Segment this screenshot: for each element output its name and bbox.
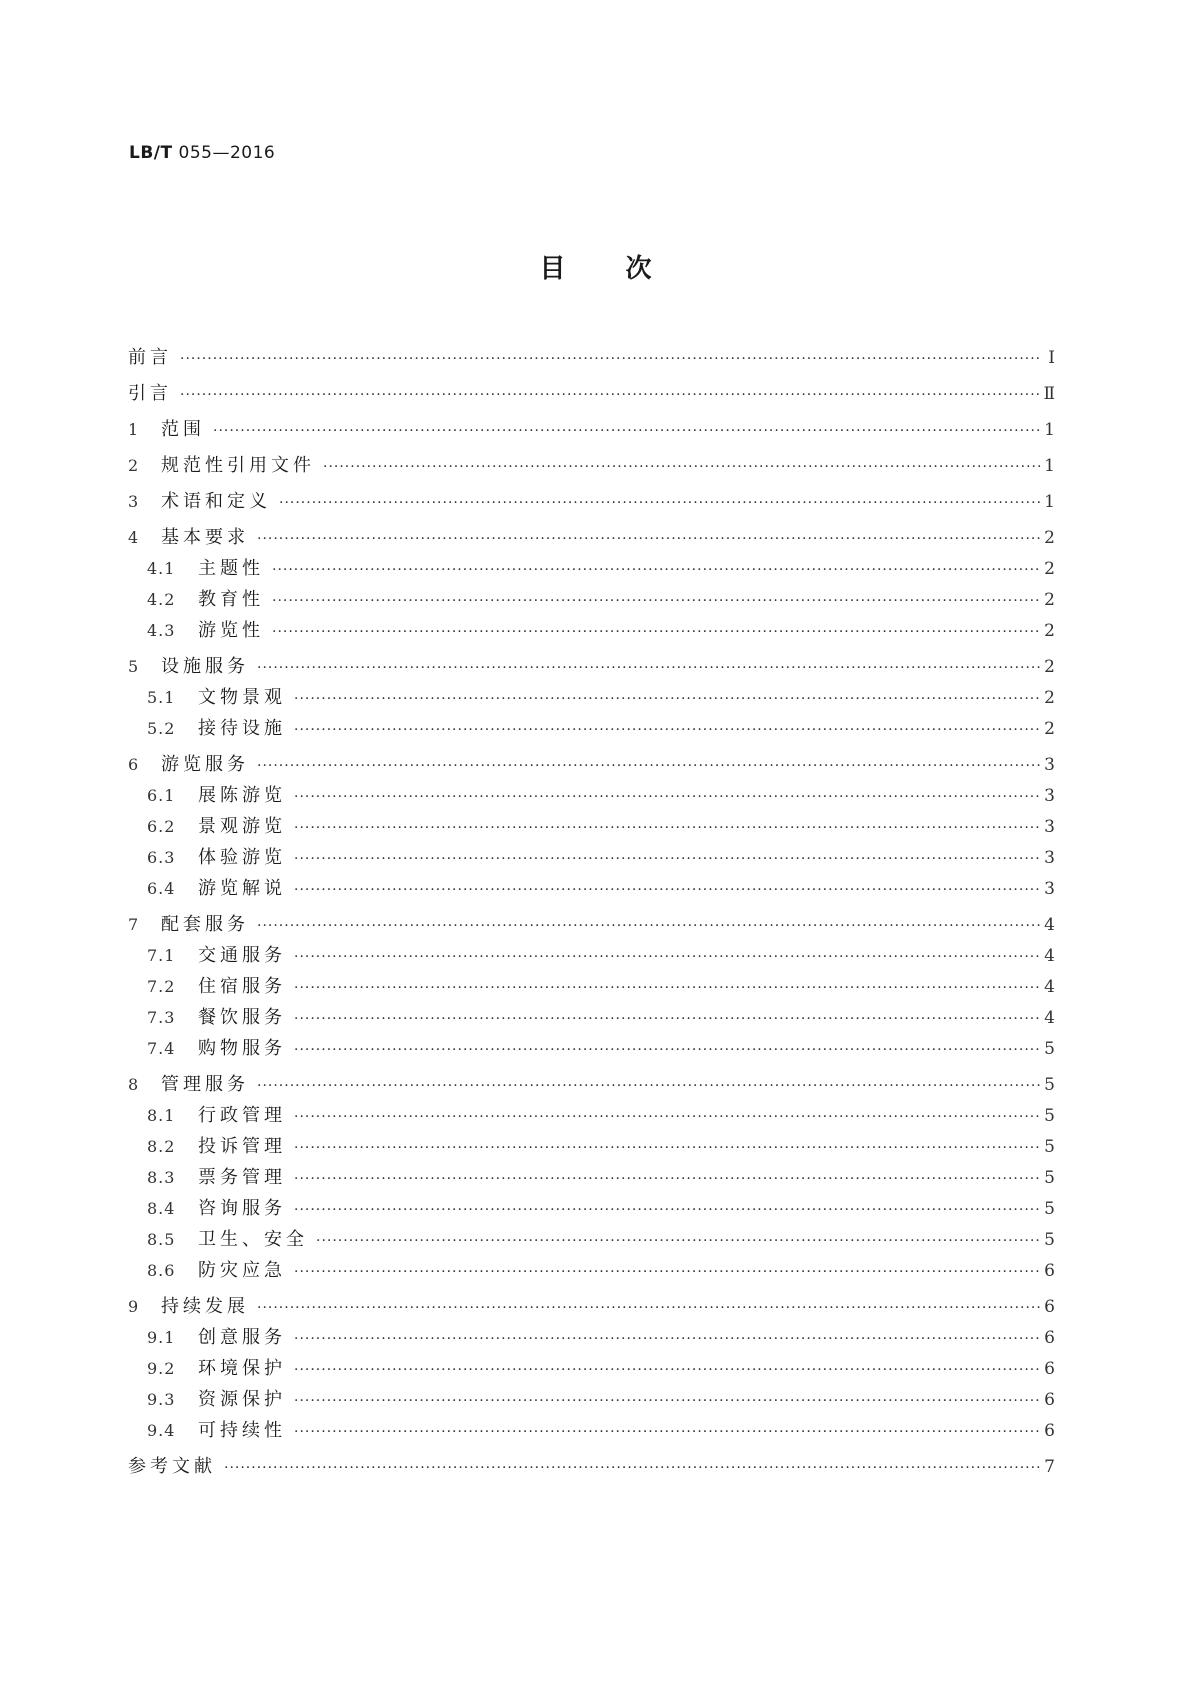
toc-entry-title: 展陈游览 xyxy=(198,785,286,806)
toc-entry-number: 6.3 xyxy=(147,848,176,867)
toc-entry-number: 8.3 xyxy=(147,1168,176,1187)
toc-dot-leader xyxy=(275,488,1041,519)
toc-dot-leader xyxy=(290,1324,1041,1355)
toc-entry[interactable] xyxy=(128,378,1055,409)
toc-entry-page-number: 6 xyxy=(1044,1390,1055,1410)
toc-entry-title: 可持续性 xyxy=(198,1420,286,1441)
toc-entry-page-number: 3 xyxy=(1044,848,1055,868)
toc-entry-page-number: 3 xyxy=(1044,755,1055,775)
toc-entry[interactable] xyxy=(128,1322,1055,1353)
toc-entry[interactable] xyxy=(128,682,1055,713)
toc-entry-page-number: 2 xyxy=(1044,528,1055,548)
toc-dot-leader xyxy=(268,586,1041,617)
toc-entry-title: 参考文献 xyxy=(128,1456,216,1477)
toc-entry-number: 4.1 xyxy=(147,559,176,578)
toc-entry[interactable] xyxy=(128,1033,1055,1064)
toc-entry-page-number: 5 xyxy=(1044,1199,1055,1219)
toc-entry-title: 游览解说 xyxy=(198,878,286,899)
toc-entry-number: 1 xyxy=(128,420,140,439)
toc-entry-page-number: Ⅱ xyxy=(1043,384,1055,404)
toc-dot-leader xyxy=(290,875,1041,906)
toc-entry[interactable] xyxy=(128,1353,1055,1384)
toc-entry-title: 设施服务 xyxy=(161,656,249,677)
toc-entry[interactable] xyxy=(128,1291,1055,1322)
toc-entry-page-number: 3 xyxy=(1044,786,1055,806)
toc-dot-leader xyxy=(253,653,1041,684)
toc-dot-leader xyxy=(253,1293,1041,1324)
toc-entry-page-number: 4 xyxy=(1044,946,1055,966)
toc-entry-number: 9.1 xyxy=(147,1328,176,1347)
toc-entry[interactable] xyxy=(128,842,1055,873)
toc-entry-title: 术语和定义 xyxy=(161,491,271,512)
toc-entry-title: 交通服务 xyxy=(198,945,286,966)
toc-entry-title: 住宿服务 xyxy=(198,976,286,997)
toc-entry-title: 教育性 xyxy=(198,589,264,610)
toc-entry-title: 防灾应急 xyxy=(198,1260,286,1281)
toc-entry-title: 游览服务 xyxy=(161,754,249,775)
toc-dot-leader xyxy=(209,416,1041,447)
toc-entry[interactable] xyxy=(128,873,1055,904)
toc-dot-leader xyxy=(253,524,1041,555)
toc-entry-page-number: 2 xyxy=(1044,590,1055,610)
toc-entry-number: 9 xyxy=(128,1297,140,1316)
toc-entry[interactable] xyxy=(128,1415,1055,1446)
toc-dot-leader xyxy=(290,1004,1041,1035)
toc-entry-page-number: 4 xyxy=(1044,977,1055,997)
toc-entry-page-number: 5 xyxy=(1044,1039,1055,1059)
toc-entry[interactable] xyxy=(128,584,1055,615)
toc-entry-title: 资源保护 xyxy=(198,1389,286,1410)
toc-dot-leader xyxy=(290,1102,1041,1133)
toc-entry-title: 行政管理 xyxy=(198,1105,286,1126)
toc-entry-page-number: 6 xyxy=(1044,1261,1055,1281)
toc-entry-number: 7 xyxy=(128,915,140,934)
toc-dot-leader xyxy=(290,1164,1041,1195)
toc-entry-page-number: 6 xyxy=(1044,1328,1055,1348)
toc-entry-page-number: 5 xyxy=(1044,1075,1055,1095)
toc-entry[interactable] xyxy=(128,1451,1055,1482)
document-code xyxy=(129,143,275,163)
toc-entry[interactable] xyxy=(128,1384,1055,1415)
toc-entry-number: 2 xyxy=(128,456,140,475)
toc-entry-number: 5 xyxy=(128,657,140,676)
toc-entry-title: 引言 xyxy=(128,383,172,404)
toc-entry[interactable] xyxy=(128,749,1055,780)
toc-entry[interactable] xyxy=(128,342,1055,373)
toc-dot-leader xyxy=(253,1071,1041,1102)
toc-entry-title: 基本要求 xyxy=(161,527,249,548)
toc-entry[interactable] xyxy=(128,780,1055,811)
toc-dot-leader xyxy=(290,1133,1041,1164)
toc-dot-leader xyxy=(176,380,1041,411)
toc-dot-leader xyxy=(312,1226,1041,1257)
toc-entry-number: 8.5 xyxy=(147,1230,176,1249)
toc-dot-leader xyxy=(290,813,1041,844)
page-title: 目次 xyxy=(539,254,712,284)
toc-entry[interactable] xyxy=(128,1131,1055,1162)
toc-entry-page-number: 5 xyxy=(1044,1168,1055,1188)
toc-dot-leader xyxy=(176,344,1041,375)
toc-entry-number: 7.2 xyxy=(147,977,176,996)
toc-entry-number: 3 xyxy=(128,492,140,511)
toc-entry-title: 规范性引用文件 xyxy=(161,455,315,476)
toc-dot-leader xyxy=(290,1417,1041,1448)
toc-entry-number: 6.1 xyxy=(147,786,176,805)
toc-dot-leader xyxy=(220,1453,1041,1484)
toc-entry-number: 8.2 xyxy=(147,1137,176,1156)
toc-entry-number: 8.1 xyxy=(147,1106,176,1125)
toc-entry-number: 4.2 xyxy=(147,590,176,609)
toc-entry-number: 7.3 xyxy=(147,1008,176,1027)
toc-entry-page-number: 7 xyxy=(1044,1457,1055,1477)
toc-entry-number: 9.2 xyxy=(147,1359,176,1378)
toc-entry-number: 9.3 xyxy=(147,1390,176,1409)
toc-entry-title: 游览性 xyxy=(198,620,264,641)
toc-entry-title: 餐饮服务 xyxy=(198,1007,286,1028)
toc-entry-title: 票务管理 xyxy=(198,1167,286,1188)
toc-entry-number: 5.2 xyxy=(147,719,176,738)
toc-entry-title: 景观游览 xyxy=(198,816,286,837)
toc-entry-number: 8 xyxy=(128,1075,140,1094)
toc-entry[interactable] xyxy=(128,1193,1055,1224)
toc-entry[interactable] xyxy=(128,450,1055,481)
toc-entry-number: 5.1 xyxy=(147,688,176,707)
toc-dot-leader xyxy=(290,1195,1041,1226)
toc-dot-leader xyxy=(268,617,1041,648)
toc-entry[interactable] xyxy=(128,1224,1055,1255)
toc-entry-title: 范围 xyxy=(161,419,205,440)
toc-dot-leader xyxy=(268,555,1041,586)
toc-entry-page-number: 1 xyxy=(1044,420,1055,440)
toc-dot-leader xyxy=(290,1035,1041,1066)
toc-entry-page-number: 2 xyxy=(1044,559,1055,579)
toc-entry-number: 7.1 xyxy=(147,946,176,965)
toc-dot-leader xyxy=(290,1355,1041,1386)
toc-entry-page-number: 6 xyxy=(1044,1297,1055,1317)
toc-entry-number: 9.4 xyxy=(147,1421,176,1440)
toc-entry-title: 投诉管理 xyxy=(198,1136,286,1157)
toc-entry-number: 8.4 xyxy=(147,1199,176,1218)
toc-entry-title: 卫生、安全 xyxy=(198,1229,308,1250)
toc-dot-leader xyxy=(290,973,1041,1004)
toc-entry-page-number: 6 xyxy=(1044,1359,1055,1379)
toc-dot-leader xyxy=(253,751,1041,782)
toc-entry-page-number: 2 xyxy=(1044,719,1055,739)
toc-entry-page-number: Ⅰ xyxy=(1048,348,1055,368)
document-code-prefix: LB/T xyxy=(129,143,173,163)
toc-entry[interactable] xyxy=(128,1002,1055,1033)
toc-entry[interactable] xyxy=(128,1255,1055,1286)
toc-entry[interactable] xyxy=(128,486,1055,517)
toc-dot-leader xyxy=(290,942,1041,973)
toc-entry-number: 4.3 xyxy=(147,621,176,640)
toc-entry-page-number: 3 xyxy=(1044,879,1055,899)
toc-entry[interactable] xyxy=(128,615,1055,646)
toc-entry-title: 前言 xyxy=(128,347,172,368)
toc-dot-leader xyxy=(290,1257,1041,1288)
toc-entry-number: 7.4 xyxy=(147,1039,176,1058)
toc-entry-page-number: 2 xyxy=(1044,688,1055,708)
toc-entry-number: 8.6 xyxy=(147,1261,176,1280)
toc-entry-page-number: 5 xyxy=(1044,1106,1055,1126)
toc-entry[interactable] xyxy=(128,1100,1055,1131)
toc-dot-leader xyxy=(290,715,1041,746)
toc-entry-title: 管理服务 xyxy=(161,1074,249,1095)
toc-entry[interactable] xyxy=(128,909,1055,940)
toc-dot-leader xyxy=(290,844,1041,875)
toc-entry-number: 6 xyxy=(128,755,140,774)
toc-entry-number: 4 xyxy=(128,528,140,547)
toc-entry-title: 持续发展 xyxy=(161,1296,249,1317)
toc-entry-page-number: 2 xyxy=(1044,657,1055,677)
toc-entry-page-number: 6 xyxy=(1044,1421,1055,1441)
toc-entry-page-number: 4 xyxy=(1044,915,1055,935)
toc-dot-leader xyxy=(290,1386,1041,1417)
toc-entry-page-number: 1 xyxy=(1044,492,1055,512)
toc-entry[interactable] xyxy=(128,414,1055,445)
toc-entry[interactable] xyxy=(128,553,1055,584)
toc-dot-leader xyxy=(253,911,1041,942)
toc-entry-page-number: 4 xyxy=(1044,1008,1055,1028)
toc-entry-page-number: 1 xyxy=(1044,456,1055,476)
toc-entry-number: 6.4 xyxy=(147,879,176,898)
toc-entry-page-number: 5 xyxy=(1044,1137,1055,1157)
toc-entry-page-number: 2 xyxy=(1044,621,1055,641)
toc-entry[interactable] xyxy=(128,971,1055,1002)
toc-dot-leader xyxy=(290,782,1041,813)
toc-entry[interactable] xyxy=(128,1069,1055,1100)
toc-entry-title: 文物景观 xyxy=(198,687,286,708)
toc-entry-number: 6.2 xyxy=(147,817,176,836)
toc-entry[interactable] xyxy=(128,522,1055,553)
toc-entry-page-number: 5 xyxy=(1044,1230,1055,1250)
toc-entry-title: 创意服务 xyxy=(198,1327,286,1348)
toc-entry[interactable] xyxy=(128,713,1055,744)
toc-dot-leader xyxy=(319,452,1041,483)
toc-entry-title: 环境保护 xyxy=(198,1358,286,1379)
toc-entry[interactable] xyxy=(128,940,1055,971)
toc-entry-title: 购物服务 xyxy=(198,1038,286,1059)
toc-entry-title: 接待设施 xyxy=(198,718,286,739)
toc-entry[interactable] xyxy=(128,1162,1055,1193)
toc-entry-title: 主题性 xyxy=(198,558,264,579)
toc-entry-title: 咨询服务 xyxy=(198,1198,286,1219)
toc-entry[interactable] xyxy=(128,651,1055,682)
toc-entry-title: 体验游览 xyxy=(198,847,286,868)
toc-entry-page-number: 3 xyxy=(1044,817,1055,837)
table-of-contents xyxy=(128,342,1055,1482)
toc-entry[interactable] xyxy=(128,811,1055,842)
document-code-number: 055—2016 xyxy=(178,143,276,163)
toc-dot-leader xyxy=(290,684,1041,715)
toc-entry-title: 配套服务 xyxy=(161,914,249,935)
